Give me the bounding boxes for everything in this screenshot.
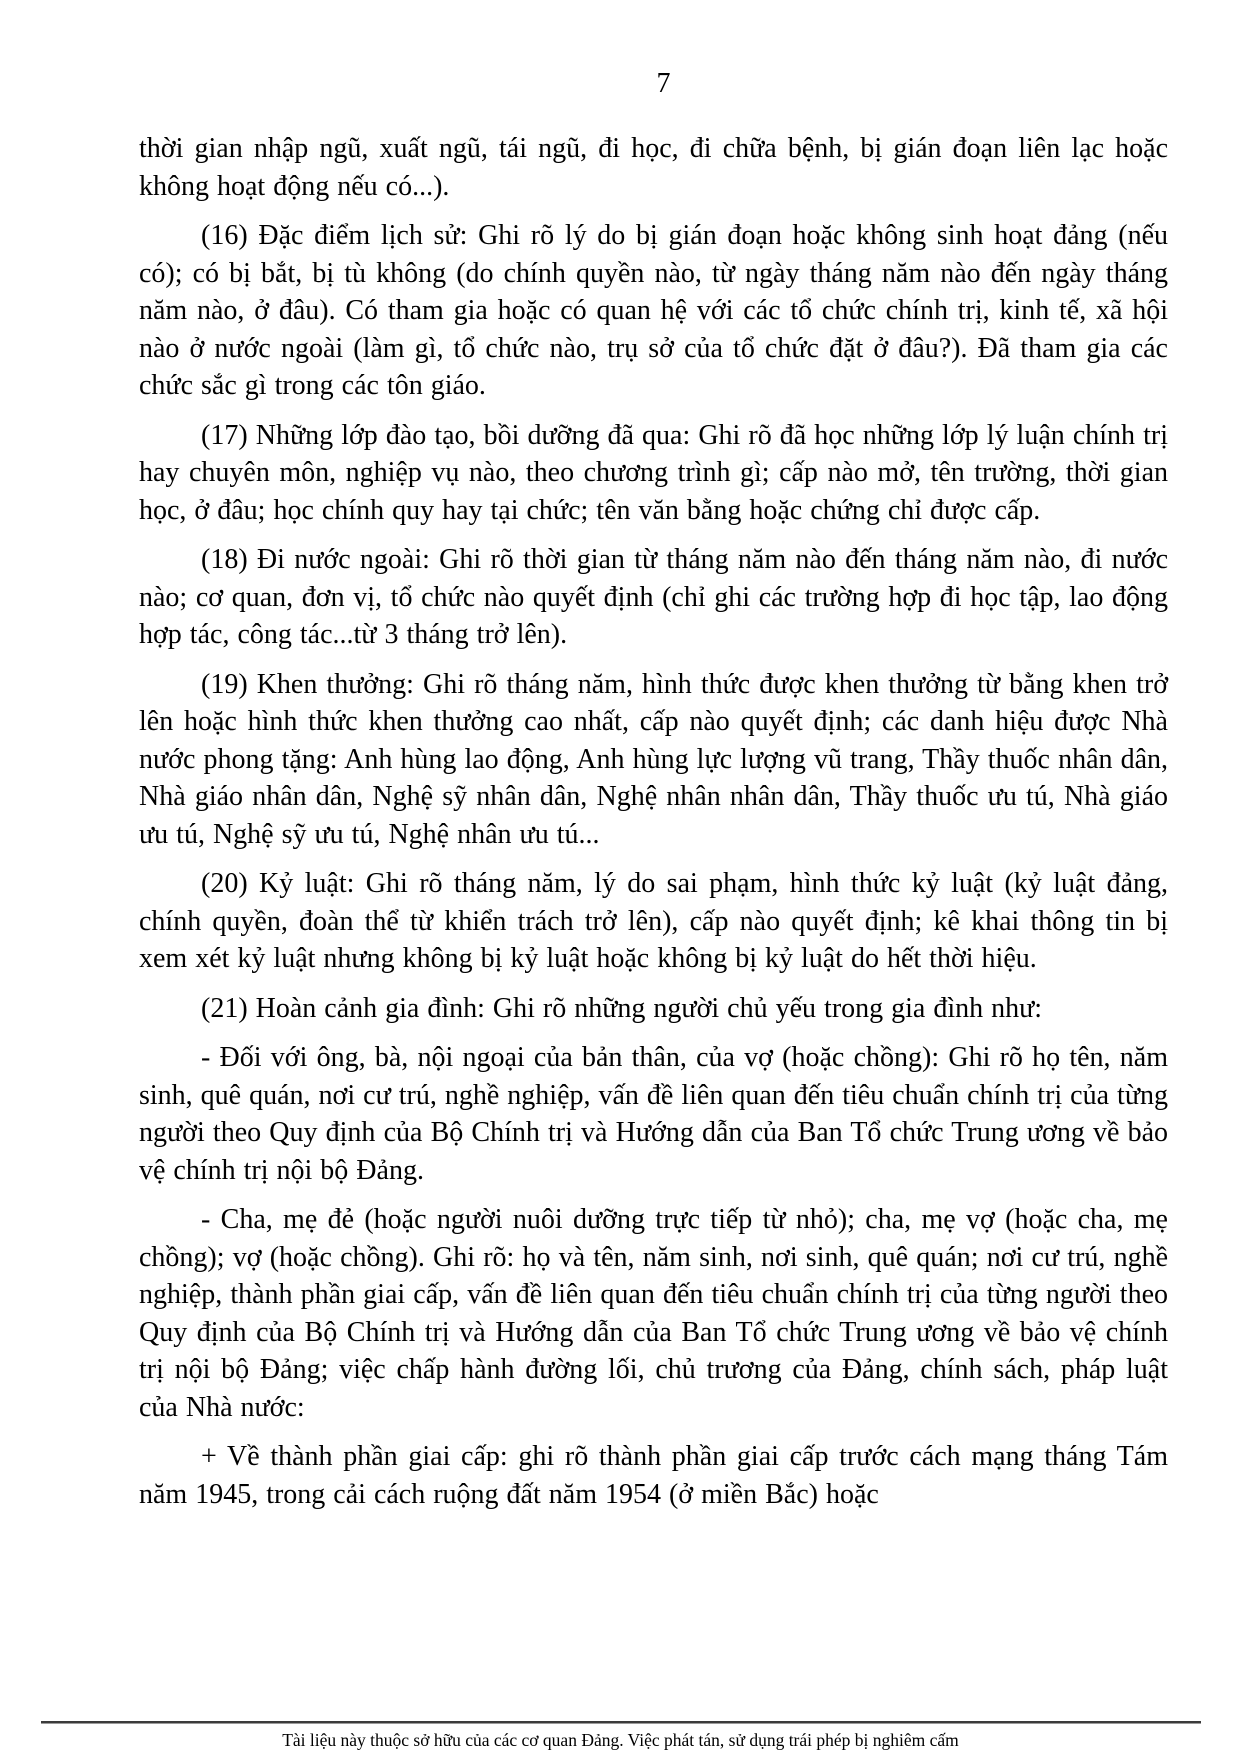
paragraph-note-21: (21) Hoàn cảnh gia đình: Ghi rõ những người chủ yếu trong gia đình như: — [201, 992, 1043, 1024]
paragraph-family-grandparents: - Đối với ông, bà, nội ngoại của bản thân, của vợ (hoặc chồng): Ghi rõ họ tên, năm sinh, quê quán, nơi cư trú, nghề nghiệp, vấn đề liên quan đến tiêu chuẩn chính trị của từng người theo Quy định của Bộ Chính trị và Hướng dẫn của Ban Tổ chức Trung ương về bảo vệ chính trị nội bộ Đảng. — [139, 1042, 1168, 1186]
footer-disclaimer: Tài liệu này thuộc sở hữu của các cơ quan Đảng. Việc phát tán, sử dụng trái phép bị nghiêm cấm — [282, 1730, 959, 1750]
paragraph-note-16: (16) Đặc điểm lịch sử: Ghi rõ lý do bị gián đoạn hoặc không sinh hoạt đảng (nếu có); có bị bắt, bị tù không (do chính quyền nào, từ ngày tháng năm nào đến ngày tháng năm nào, ở đâu). Có tham gia hoặc có quan hệ với các tổ chức chính trị, kinh tế, xã hội nào ở nước ngoài (làm gì, tổ chức nào, trụ sở của tổ chức đặt ở đâu?). Đã tham gia các chức sắc gì trong các tôn giáo. — [139, 220, 1168, 401]
page-footer — [0, 1721, 1241, 1750]
paragraph-note-20: (20) Kỷ luật: Ghi rõ tháng năm, lý do sai phạm, hình thức kỷ luật (kỷ luật đảng, chính quyền, đoàn thể từ khiển trách trở lên), cấp nào quyết định; kê khai thông tin bị xem xét kỷ luật nhưng không bị kỷ luật hoặc không bị kỷ luật do hết thời hiệu. — [139, 868, 1168, 974]
paragraph-continuation: thời gian nhập ngũ, xuất ngũ, tái ngũ, đi học, đi chữa bệnh, bị gián đoạn liên lạc hoặc không hoạt động nếu có...). — [139, 133, 1168, 202]
paragraph-family-parents: - Cha, mẹ đẻ (hoặc người nuôi dưỡng trực tiếp từ nhỏ); cha, mẹ vợ (hoặc cha, mẹ chồng); vợ (hoặc chồng). Ghi rõ: họ và tên, năm sinh, nơi sinh, quê quán; nơi cư trú, nghề nghiệp, thành phần giai cấp, vấn đề liên quan đến tiêu chuẩn chính trị của từng người theo Quy định của Bộ Chính trị và Hướng dẫn của Ban Tổ chức Trung ương về bảo vệ chính trị nội bộ Đảng; việc chấp hành đường lối, chủ trương của Đảng, chính sách, pháp luật của Nhà nước: — [139, 1204, 1168, 1423]
paragraph-social-class: + Về thành phần giai cấp: ghi rõ thành phần giai cấp trước cách mạng tháng Tám năm 1945, trong cải cách ruộng đất năm 1954 (ở miền Bắc) hoặc — [139, 1441, 1168, 1510]
page-number: 7 — [656, 68, 671, 99]
paragraph-note-18: (18) Đi nước ngoài: Ghi rõ thời gian từ tháng năm nào đến tháng năm nào, đi nước nào; cơ quan, đơn vị, tổ chức nào quyết định (chỉ ghi các trường hợp đi học tập, lao động hợp tác, công tác...từ 3 tháng trở lên). — [139, 544, 1168, 650]
paragraph-note-17: (17) Những lớp đào tạo, bồi dưỡng đã qua: Ghi rõ đã học những lớp lý luận chính trị hay chuyên môn, nghiệp vụ nào, theo chương trình gì; cấp nào mở, tên trường, thời gian học, ở đâu; học chính quy hay tại chức; tên văn bằng hoặc chứng chỉ được cấp. — [139, 419, 1168, 526]
paragraph-note-19: (19) Khen thưởng: Ghi rõ tháng năm, hình thức được khen thưởng từ bằng khen trở lên hoặc hình thức khen thưởng cao nhất, cấp nào quyết định; các danh hiệu được Nhà nước phong tặng: Anh hùng lao động, Anh hùng lực lượng vũ trang, Thầy thuốc nhân dân, Nhà giáo nhân dân, Nghệ sỹ nhân dân, Nghệ nhân nhân dân, Thầy thuốc ưu tú, Nhà giáo ưu tú, Nghệ sỹ ưu tú, Nghệ nhân ưu tú... — [139, 668, 1168, 850]
document-body — [139, 130, 1168, 1513]
footer-divider — [41, 1721, 1201, 1724]
